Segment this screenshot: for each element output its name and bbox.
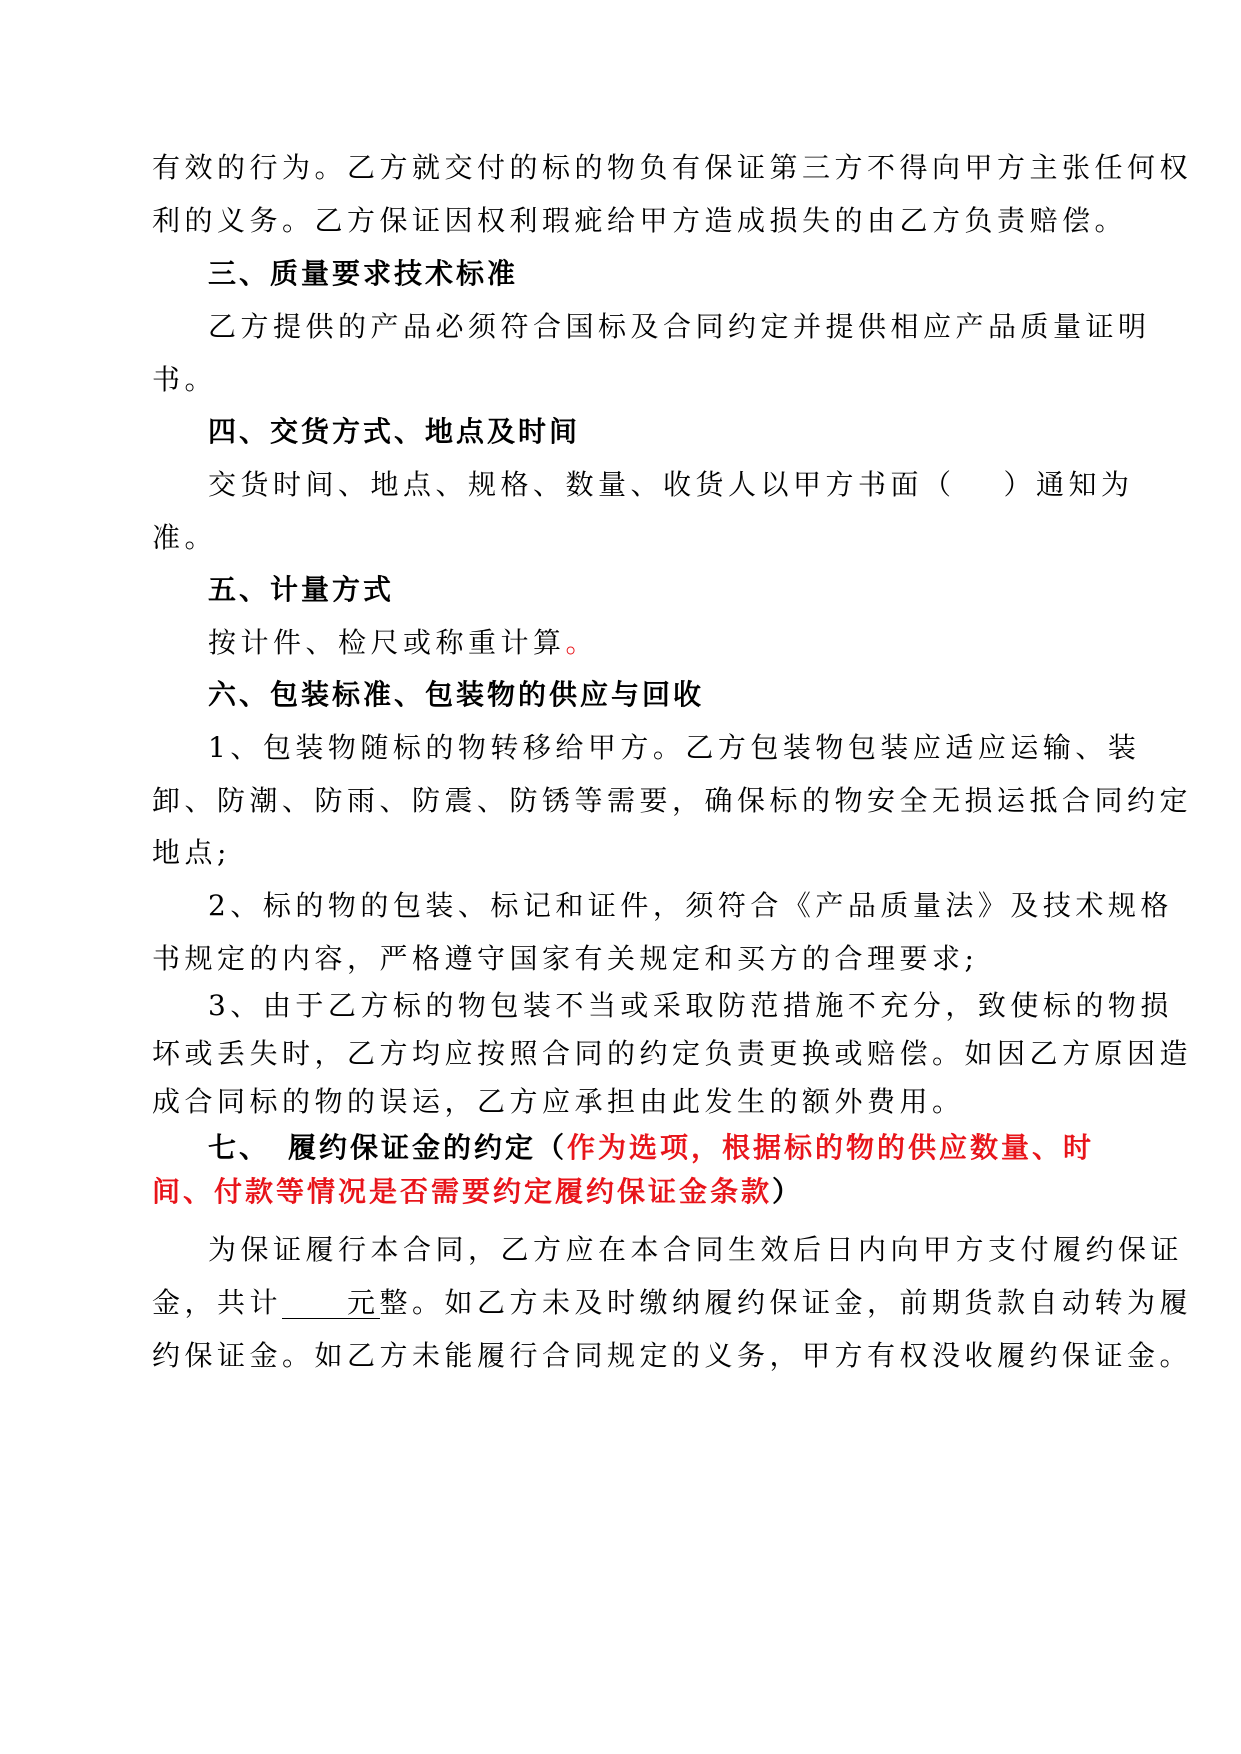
paragraph-line: 有效的行为。乙方就交付的标的物负有保证第三方不得向甲方主张任何权: [152, 151, 1193, 184]
paragraph-line: 1、包装物随标的物转移给甲方。乙方包装物包装应适应运输、装: [208, 731, 1141, 764]
text-span: 金，共计: [152, 1286, 283, 1319]
paragraph-line: 为保证履行本合同，乙方应在本合同生效后日内向甲方支付履约保证: [208, 1233, 1184, 1266]
paragraph-line: 书规定的内容，严格遵守国家有关规定和买方的合理要求;: [152, 942, 979, 975]
section-heading-4: 四、交货方式、地点及时间: [208, 415, 581, 448]
red-period: 。: [565, 626, 599, 659]
section-heading-6: 六、包装标准、包装物的供应与回收: [208, 678, 705, 711]
paragraph-line: 准。: [152, 521, 218, 554]
paragraph-line: [208, 467, 1134, 503]
heading-title: 履约保证金的约定（: [288, 1131, 568, 1164]
section-heading-7: [208, 1130, 1094, 1166]
heading-close: ）: [772, 1175, 804, 1208]
paragraph-line: 书。: [152, 363, 218, 396]
paragraph-line: 卸、防潮、防雨、防震、防锈等需要，确保标的物安全无损运抵合同约定: [152, 784, 1193, 817]
red-note: 间、付款等情况是否需要约定履约保证金条款: [152, 1175, 773, 1208]
section-heading-5: 五、计量方式: [208, 573, 395, 606]
paragraph-line: 成合同标的物的误运，乙方应承担由此发生的额外费用。: [152, 1085, 965, 1118]
paragraph-line: 乙方提供的产品必须符合国标及合同约定并提供相应产品质量证明: [208, 310, 1151, 343]
paragraph-line: 2、标的物的包装、标记和证件，须符合《产品质量法》及技术规格: [208, 889, 1173, 922]
section-heading-7-cont: [152, 1174, 803, 1210]
text-span: 整。如乙方未及时缴纳履约保证金，前期货款自动转为履: [379, 1286, 1193, 1319]
text-span: 按计件、检尺或称重计算: [208, 626, 566, 659]
paragraph-line: 坏或丢失时，乙方均应按照合同的约定负责更换或赔偿。如因乙方原因造: [152, 1037, 1193, 1070]
section-heading-3: 三、质量要求技术标准: [208, 257, 519, 290]
red-note: 作为选项，根据标的物的供应数量、时: [567, 1131, 1095, 1164]
paragraph-line: 3、由于乙方标的物包装不当或采取防范措施不充分，致使标的物损: [208, 989, 1173, 1022]
text-span: 交货时间、地点、规格、数量、收货人以甲方书面（: [208, 468, 956, 501]
paragraph-line: [208, 625, 598, 661]
text-span: ）通知为: [1003, 468, 1134, 501]
paragraph-line: 约保证金。如乙方未能履行合同规定的义务，甲方有权没收履约保证金。: [152, 1339, 1193, 1372]
heading-number: 七、: [208, 1131, 271, 1164]
paragraph-line: 地点;: [152, 836, 231, 869]
paragraph-line: [152, 1285, 1192, 1321]
paragraph-line: 利的义务。乙方保证因权利瑕疵给甲方造成损失的由乙方负责赔偿。: [152, 204, 1128, 237]
amount-blank: 元: [282, 1286, 380, 1319]
